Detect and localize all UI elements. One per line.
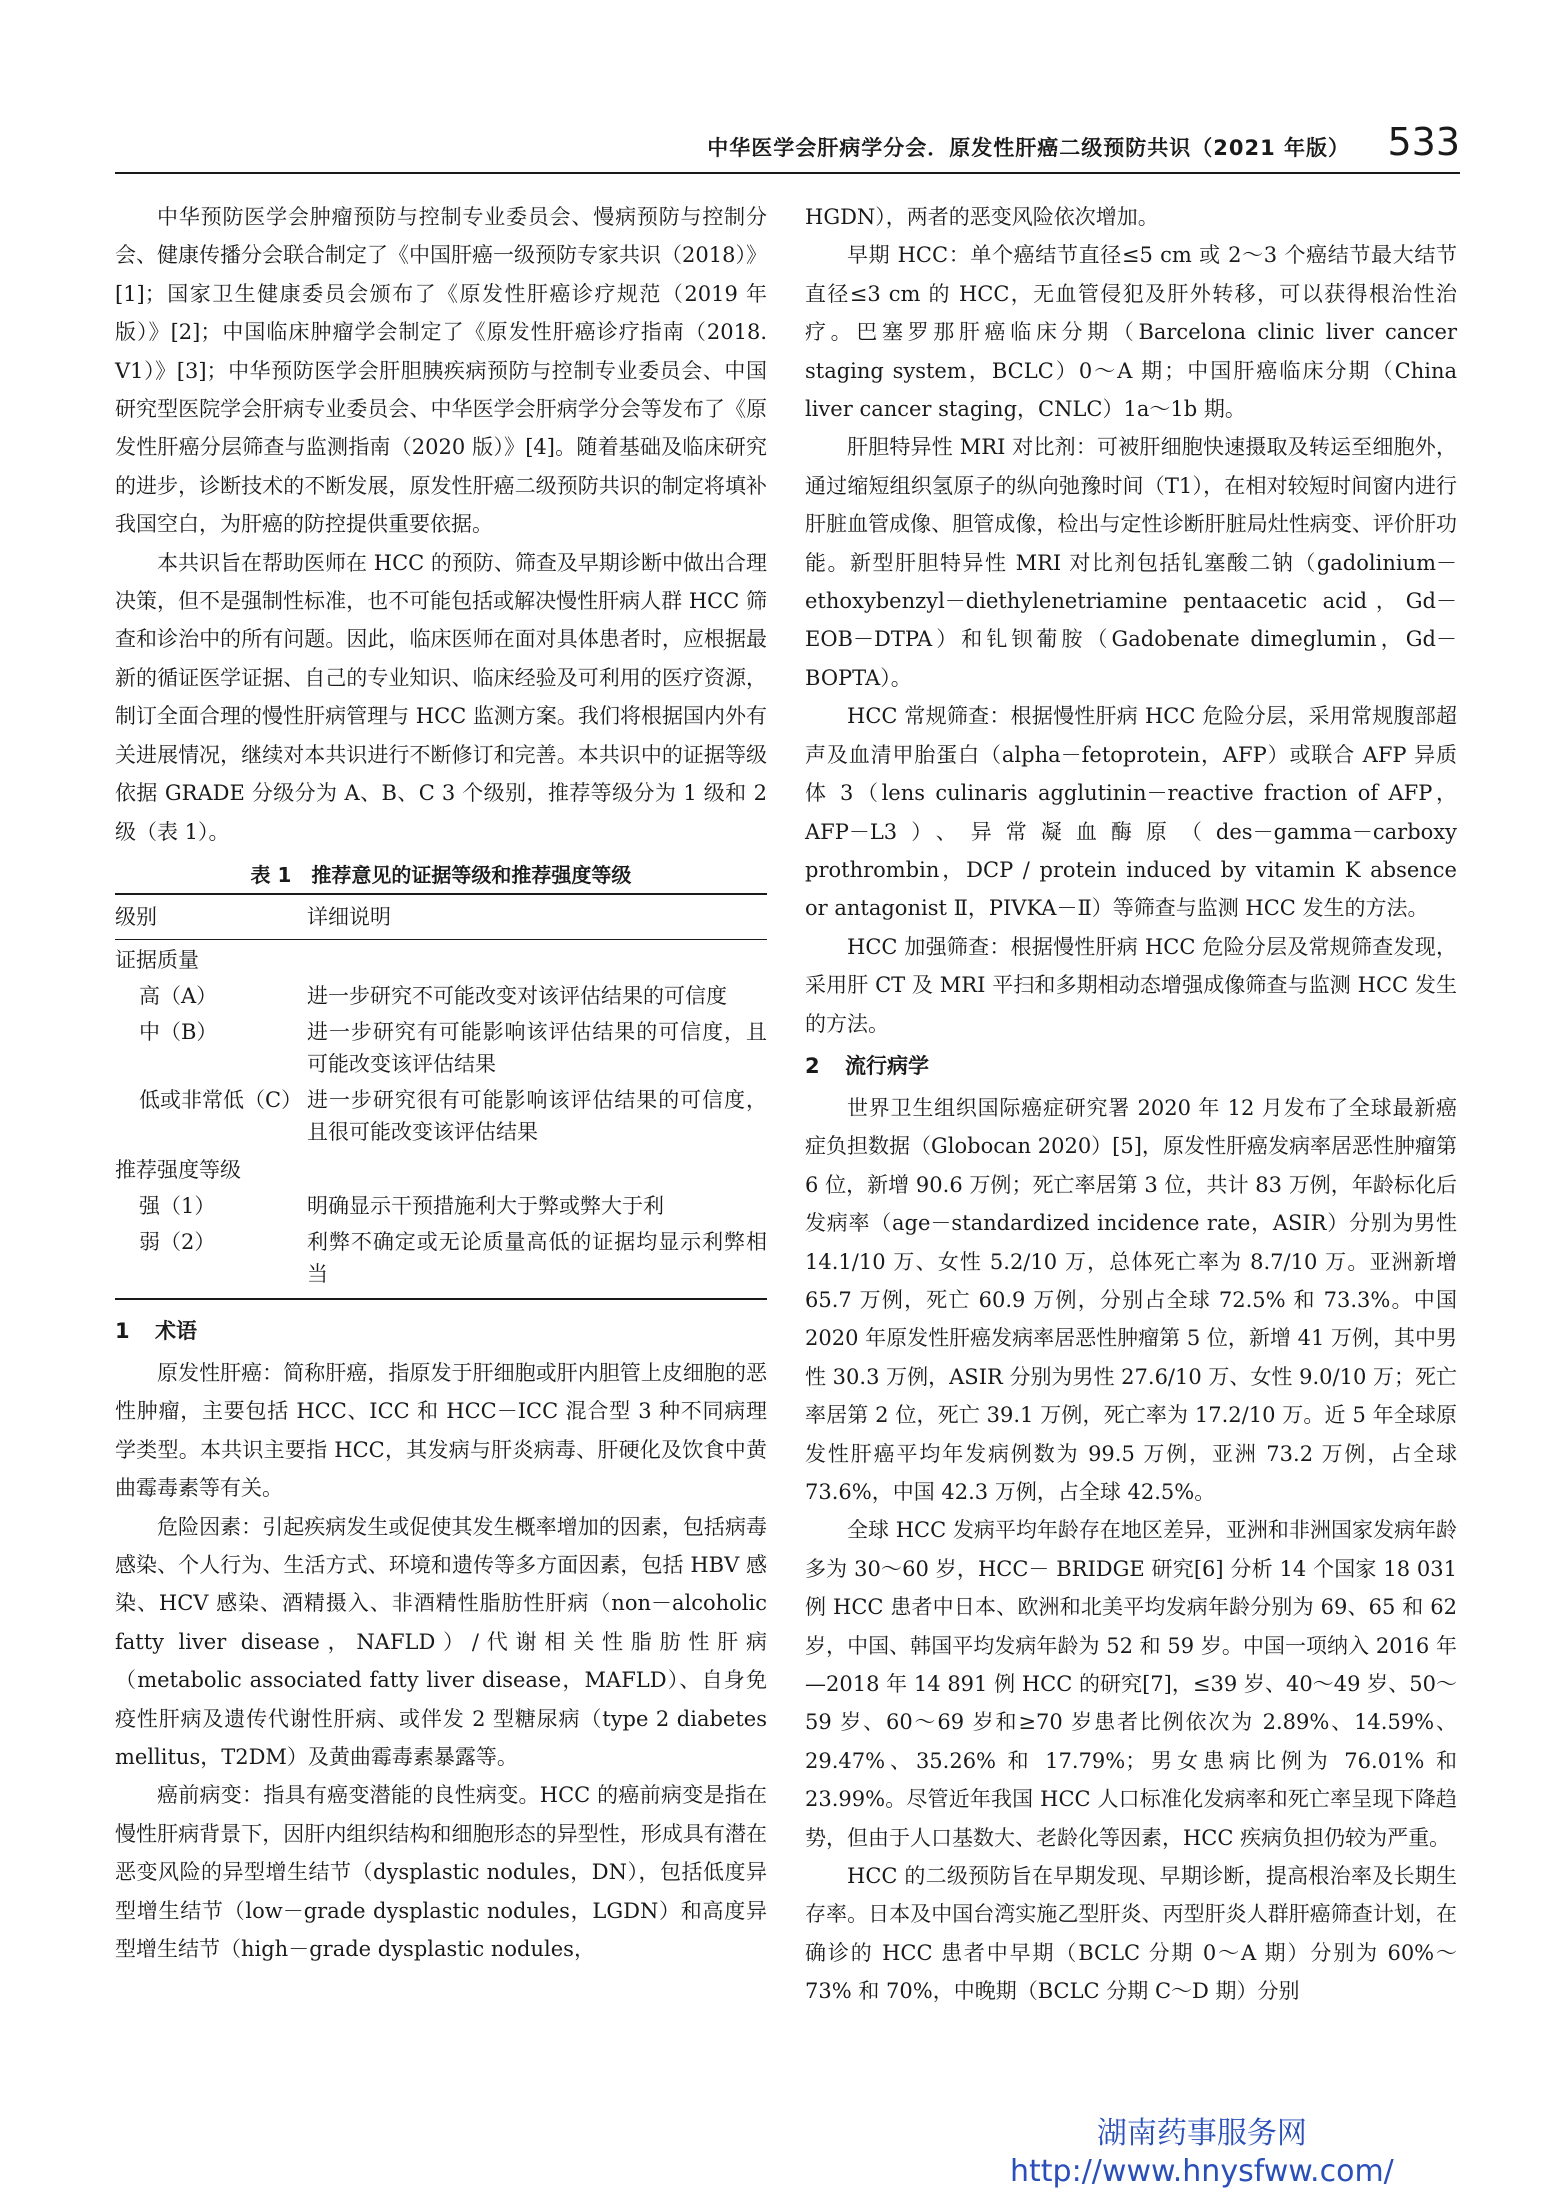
- paragraph: 原发性肝癌：简称肝癌，指原发于肝细胞或肝内胆管上皮细胞的恶性肿瘤，主要包括 HCC、ICC 和 HCC－ICC 混合型 3 种不同病理学类型。本共识主要指 HCC，其发病与肝炎病毒、肝硬化及饮食中黄曲霉毒素等有关。: [115, 1360, 767, 1501]
- right-column: [805, 198, 1457, 2011]
- table-row: [115, 1224, 767, 1299]
- table-header-cell: 详细说明: [307, 894, 767, 940]
- table-header-row: [115, 894, 767, 940]
- watermark-site-name: 湖南药事服务网: [1096, 2116, 1307, 2151]
- table-group-label: 证据质量: [115, 947, 199, 972]
- table-cell: 进一步研究有可能影响该评估结果的可信度，且可能改变该评估结果: [307, 1019, 767, 1076]
- section-title: 流行病学: [845, 1053, 929, 1078]
- section-heading: [805, 1047, 1457, 1085]
- table-cell: 进一步研究很有可能影响该评估结果的可信度，且很可能改变该评估结果: [307, 1087, 767, 1144]
- evidence-table: [115, 893, 767, 1300]
- paragraph: HGDN），两者的恶变风险依次增加。: [805, 205, 1159, 229]
- section-title: 术语: [155, 1318, 197, 1343]
- table-row: [115, 978, 767, 1014]
- page-number: 533: [1387, 120, 1460, 164]
- running-header: [115, 120, 1460, 174]
- paragraph: 早期 HCC：单个癌结节直径≤5 cm 或 2～3 个癌结节最大结节直径≤3 cm 的 HCC，无血管侵犯及肝外转移，可以获得根治性治疗。巴塞罗那肝癌临床分期（Barcelona clinic liver cancer staging system，BCLC）0～A 期；中国肝癌临床分期（China liver cancer staging，CNLC）1a～1b 期。: [805, 243, 1457, 422]
- paragraph: HCC 常规筛查：根据慢性肝病 HCC 危险分层，采用常规腹部超声及血清甲胎蛋白（alpha－fetoprotein，AFP）或联合 AFP 异质体 3（lens culinaris agglutinin－reactive fraction of AFP，AFP－L3）、异常凝血酶原（des－gamma－carboxy prothrombin，DCP / protein induced by vitamin K absence or antagonist Ⅱ，PIVKA－Ⅱ）等筛查与监测 HCC 发生的方法。: [805, 704, 1457, 921]
- table-cell: 低或非常低（C）: [139, 1087, 303, 1112]
- paragraph: 癌前病变：指具有癌变潜能的良性病变。HCC 的癌前病变是指在慢性肝病背景下，因肝内组织结构和细胞形态的异型性，形成具有潜在恶变风险的异型增生结节（dysplastic nodules，DN），包括低度异型增生结节（low－grade dysplastic nodules，LGDN）和高度异型增生结节（high－grade dysplastic nodules，: [115, 1783, 767, 1961]
- table-cell: 高（A）: [139, 983, 218, 1008]
- paragraph: 危险因素：引起疾病发生或促使其发生概率增加的因素，包括病毒感染、个人行为、生活方式、环境和遗传等多方面因素，包括 HBV 感染、HCV 感染、酒精摄入、非酒精性脂肪性肝病（non－alcoholic fatty liver disease，NAFLD）/代谢相关性脂肪性肝病（metabolic associated fatty liver disease，MAFLD）、自身免疫性肝病及遗传代谢性肝病、或伴发 2 型糖尿病（type 2 diabetes mellitus，T2DM）及黄曲霉毒素暴露等。: [115, 1514, 767, 1769]
- table-cell: 明确显示干预措施利大于弊或弊大于利: [307, 1193, 664, 1218]
- table-group-row: [115, 1150, 767, 1188]
- journal-header-title: 中华医学会肝病学分会．原发性肝癌二级预防共识（2021 年版）: [707, 136, 1350, 160]
- table-group-row: [115, 939, 767, 978]
- table-cell: 进一步研究不可能改变对该评估结果的可信度: [307, 983, 727, 1008]
- table-row: [115, 1188, 767, 1224]
- paragraph: 本共识旨在帮助医师在 HCC 的预防、筛查及早期诊断中做出合理决策，但不是强制性标准，也不可能包括或解决慢性肝病人群 HCC 筛查和诊治中的所有问题。因此，临床医师在面对具体患者时，应根据最新的循证医学证据、自己的专业知识、临床经验及可利用的医疗资源，制订全面合理的慢性肝病管理与 HCC 监测方案。我们将根据国内外有关进展情况，继续对本共识进行不断修订和完善。本共识中的证据等级依据 GRADE 分级分为 A、B、C 3 个级别，推荐等级分为 1 级和 2 级（表 1）。: [115, 550, 767, 844]
- table-cell: 强（1）: [139, 1193, 216, 1218]
- table-row: [115, 1082, 767, 1150]
- table-caption: 表 1 推荐意见的证据等级和推荐强度等级: [250, 862, 632, 887]
- table-header-cell: 级别: [115, 894, 307, 940]
- watermark-url: http://www.hnysfww.com/: [1010, 2154, 1394, 2189]
- section-number: 1: [115, 1318, 130, 1343]
- paragraph: 肝胆特异性 MRI 对比剂：可被肝细胞快速摄取及转运至细胞外，通过缩短组织氢原子的纵向弛豫时间（T1），在相对较短时间窗内进行肝脏血管成像、胆管成像，检出与定性诊断肝脏局灶性病变、评价肝功能。新型肝胆特异性 MRI 对比剂包括钆塞酸二钠（gadolinium－ethoxybenzyl－diethylenetriamine pentaacetic acid，Gd－EOB－DTPA）和钆钡葡胺（Gadobenate dimeglumin，Gd－BOPTA）。: [805, 435, 1457, 690]
- paragraph: HCC 的二级预防旨在早期发现、早期诊断，提高根治率及长期生存率。日本及中国台湾实施乙型肝炎、丙型肝炎人群肝癌筛查计划，在确诊的 HCC 患者中早期（BCLC 分期 0～A 期）分别为 60%～73% 和 70%，中晚期（BCLC 分期 C～D 期）分别: [805, 1864, 1457, 2004]
- paragraph: 全球 HCC 发病平均年龄存在地区差异，亚洲和非洲国家发病年龄多为 30～60 岁，HCC－ BRIDGE 研究[6] 分析 14 个国家 18 031 例 HCC 患者中日本、欧洲和北美平均发病年龄分别为 69、65 和 62 岁，中国、韩国平均发病年龄为 52 和 59 岁。中国一项纳入 2016 年—2018 年 14 891 例 HCC 的研究[7]，≤39 岁、40～49 岁、50～59 岁、60～69 岁和≥70 岁患者比例依次为 2.89%、14.59%、29.47%、35.26% 和 17.79%；男女患病比例为 76.01% 和 23.99%。尽管近年我国 HCC 人口标准化发病率和死亡率呈现下降趋势，但由于人口基数大、老龄化等因素，HCC 疾病负担仍较为严重。: [805, 1518, 1457, 1850]
- paragraph: 中华预防医学会肿瘤预防与控制专业委员会、慢病预防与控制分会、健康传播分会联合制定了《中国肝癌一级预防专家共识（2018）》[1]；国家卫生健康委员会颁布了《原发性肝癌诊疗规范（2019 年版）》[2]；中国临床肿瘤学会制定了《原发性肝癌诊疗指南（2018. V1）》[3]；中华预防医学会肝胆胰疾病预防与控制专业委员会、中国研究型医院学会肝病专业委员会、中华医学会肝病学分会等发布了《原发性肝癌分层筛查与监测指南（2020 版）》[4]。随着基础及临床研究的进步，诊断技术的不断发展，原发性肝癌二级预防共识的制定将填补我国空白，为肝癌的防控提供重要依据。: [115, 205, 767, 537]
- table-cell: 弱（2）: [139, 1229, 216, 1254]
- table-group-label: 推荐强度等级: [115, 1157, 241, 1182]
- section-number: 2: [805, 1053, 820, 1078]
- section-heading: [115, 1312, 767, 1350]
- paragraph: 世界卫生组织国际癌症研究署 2020 年 12 月发布了全球最新癌症负担数据（Globocan 2020）[5]，原发性肝癌发病率居恶性肿瘤第 6 位，新增 90.6 万例；死亡率居第 3 位，共计 83 万例，年龄标化后发病率（age－standardized incidence rate，ASIR）分别为男性 14.1/10 万、女性 5.2/10 万，总体死亡率为 8.7/10 万。亚洲新增 65.7 万例，死亡 60.9 万例，分别占全球 72.5% 和 73.3%。中国 2020 年原发性肝癌发病率居恶性肿瘤第 5 位，新增 41 万例，其中男性 30.3 万例，ASIR 分别为男性 27.6/10 万、女性 9.0/10 万；死亡率居第 2 位，死亡 39.1 万例，死亡率为 17.2/10 万。近 5 年全球原发性肝癌平均年发病例数为 99.5 万例，亚洲 73.2 万例，占全球 73.6%，中国 42.3 万例，占全球 42.5%。: [805, 1095, 1457, 1504]
- table-cell: 中（B）: [139, 1019, 218, 1044]
- paragraph: HCC 加强筛查：根据慢性肝病 HCC 危险分层及常规筛查发现，采用肝 CT 及 MRI 平扫和多期相动态增强成像筛查与监测 HCC 发生的方法。: [805, 934, 1457, 1036]
- table-cell: 利弊不确定或无论质量高低的证据均显示利弊相当: [307, 1229, 767, 1286]
- left-column: [115, 198, 767, 1968]
- watermark: [1010, 2115, 1394, 2191]
- table-row: [115, 1014, 767, 1082]
